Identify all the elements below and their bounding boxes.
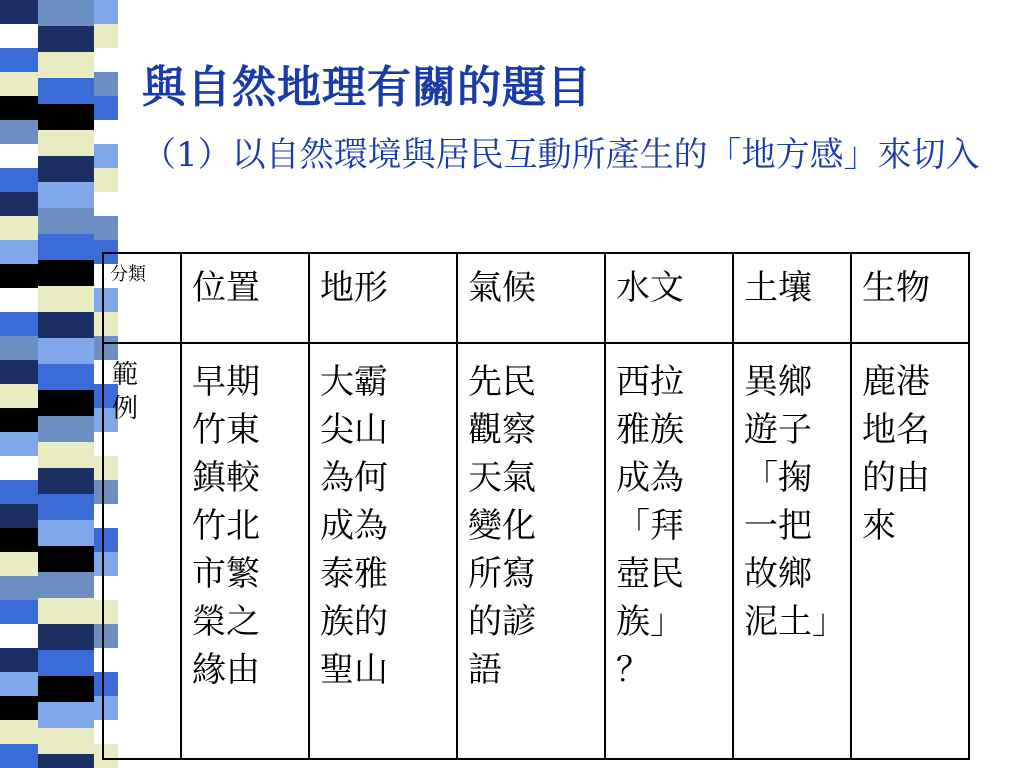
header-location: 位置 [181, 253, 309, 343]
stripe-column-left [0, 0, 38, 768]
header-biology: 生物 [851, 253, 969, 343]
slide-title: 與自然地理有關的題目 [142, 62, 592, 113]
table-example-row [103, 343, 969, 759]
example-cell-climate: 先民 觀察 天氣 變化 所寫 的諺 語 [457, 343, 605, 759]
stripe-column-middle [38, 0, 94, 768]
header-landform: 地形 [309, 253, 457, 343]
header-hydrology: 水文 [605, 253, 733, 343]
example-cell-landform: 大霸 尖山 為何 成為 泰雅 族的 聖山 [309, 343, 457, 759]
title-area [142, 60, 1002, 178]
category-corner-label: 分類 [103, 253, 181, 343]
example-cell-biology: 鹿港 地名 的由 來 [851, 343, 969, 759]
slide-subtitle: （1）以自然環境與居民互動所產生的「地方感」來切入 [142, 135, 980, 175]
example-cell-location: 早期 竹東 鎮較 竹北 市繁 榮之 緣由 [181, 343, 309, 759]
header-climate: 氣候 [457, 253, 605, 343]
topic-table [102, 252, 970, 760]
example-row-label: 範 例 [103, 343, 181, 759]
decorative-stripe-bar [0, 0, 118, 768]
table-header-row [103, 253, 969, 343]
example-cell-hydrology: 西拉 雅族 成為 「拜 壺民 族」 ？ [605, 343, 733, 759]
example-cell-soil: 異鄉 遊子 「掬 一把 故鄉 泥土」 [733, 343, 851, 759]
header-soil: 土壤 [733, 253, 851, 343]
